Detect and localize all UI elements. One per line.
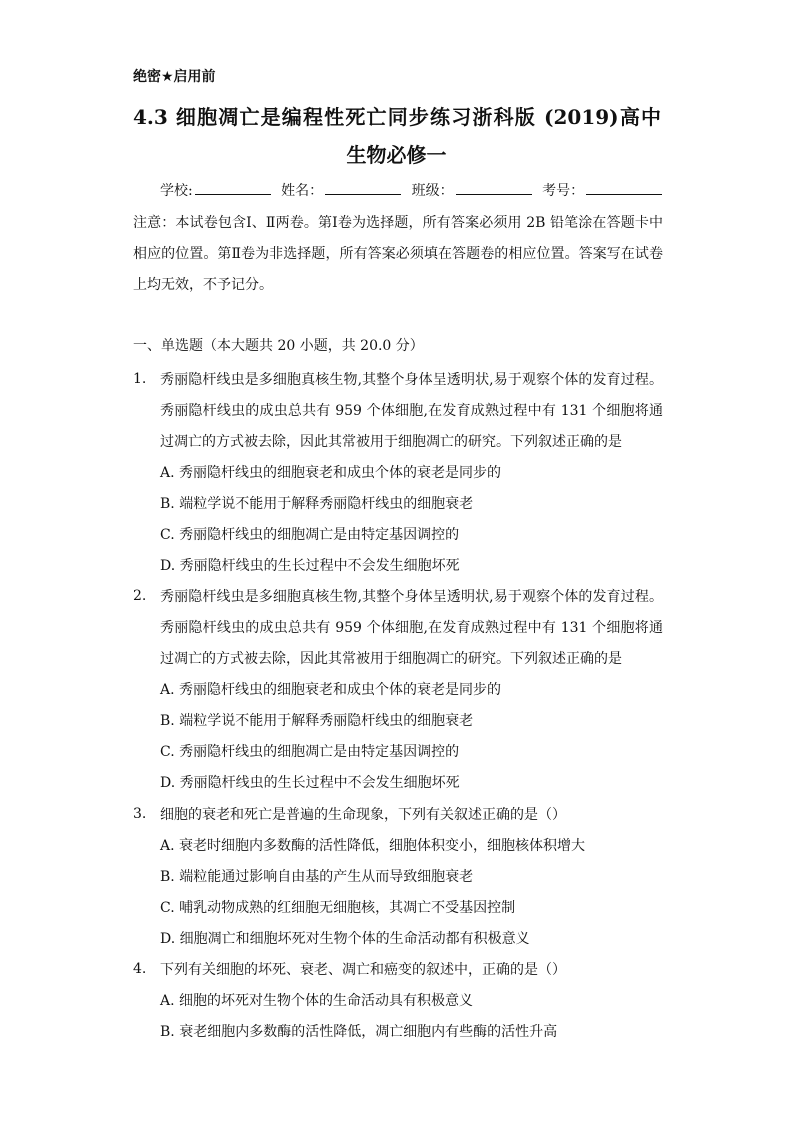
exam-notice: 注意：本试卷包含Ⅰ、Ⅱ两卷。第Ⅰ卷为选择题，所有答案必须用 2B 铅笔涂在答题卡中相应的位置。第Ⅱ卷为非选择题，所有答案必须填在答题卷的相应位置。答案写在试卷上均无效，不予记分。 [133, 215, 663, 293]
question-number: 4. [133, 961, 147, 977]
option-a[interactable]: A. 秀丽隐杆线虫的细胞衰老和成虫个体的衰老是同步的 [160, 682, 502, 698]
question-1 [133, 365, 663, 582]
option-b[interactable]: B. 端粒学说不能用于解释秀丽隐杆线虫的细胞衰老 [160, 496, 474, 512]
class-label: 班级： [411, 183, 454, 199]
question-number: 1. [133, 371, 147, 387]
page-title-line2: 生物必修一 [346, 143, 447, 167]
question-3 [133, 800, 663, 955]
question-stem: 秀丽隐杆线虫是多细胞真核生物,其整个身体呈透明状,易于观察个体的发育过程。秀丽隐杆线虫的成虫总共有 959 个体细胞,在发育成熟过程中有 131 个细胞将通过凋亡的方式被去除，因此其常被用于细胞凋亡的研究。下列叙述正确的是 [160, 589, 663, 667]
name-label: 姓名： [281, 183, 324, 199]
option-c[interactable]: C. 秀丽隐杆线虫的细胞凋亡是由特定基因调控的 [160, 527, 460, 543]
exam-no-label: 考号： [542, 183, 585, 199]
option-d[interactable]: D. 秀丽隐杆线虫的生长过程中不会发生细胞坏死 [160, 775, 460, 791]
exam-no-blank[interactable] [586, 182, 662, 195]
confidential-label: 绝密★启用前 [133, 69, 216, 85]
option-a[interactable]: A. 秀丽隐杆线虫的细胞衰老和成虫个体的衰老是同步的 [160, 465, 502, 481]
name-blank[interactable] [325, 182, 401, 195]
school-label: 学校: [160, 183, 193, 199]
page-title: 4.3 细胞凋亡是编程性死亡同步练习浙科版 (2019)高中 [133, 105, 661, 129]
question-number: 2. [133, 588, 147, 604]
option-d[interactable]: D. 秀丽隐杆线虫的生长过程中不会发生细胞坏死 [160, 558, 460, 574]
option-a[interactable]: A. 衰老时细胞内多数酶的活性降低，细胞体积变小，细胞核体积增大 [160, 838, 586, 854]
option-a[interactable]: A. 细胞的坏死对生物个体的生命活动具有积极意义 [160, 993, 474, 1009]
question-stem: 秀丽隐杆线虫是多细胞真核生物,其整个身体呈透明状,易于观察个体的发育过程。秀丽隐杆线虫的成虫总共有 959 个体细胞,在发育成熟过程中有 131 个细胞将通过凋亡的方式被去除，因此其常被用于细胞凋亡的研究。下列叙述正确的是 [160, 372, 663, 450]
option-c[interactable]: C. 哺乳动物成熟的红细胞无细胞核，其凋亡不受基因控制 [160, 900, 516, 916]
question-number: 3. [133, 806, 147, 822]
option-b[interactable]: B. 端粒能通过影响自由基的产生从而导致细胞衰老 [160, 869, 474, 885]
class-blank[interactable] [456, 182, 532, 195]
option-d[interactable]: D. 细胞凋亡和细胞坏死对生物个体的生命活动都有积极意义 [160, 931, 530, 947]
option-c[interactable]: C. 秀丽隐杆线虫的细胞凋亡是由特定基因调控的 [160, 744, 460, 760]
student-info-row [160, 180, 668, 200]
option-b[interactable]: B. 衰老细胞内多数酶的活性降低，凋亡细胞内有些酶的活性升高 [160, 1024, 558, 1040]
question-4 [133, 955, 663, 1048]
section-heading: 一、单选题（本大题共 20 小题，共 20.0 分） [133, 338, 424, 354]
question-stem: 细胞的衰老和死亡是普遍的生命现象，下列有关叙述正确的是（） [160, 807, 566, 823]
question-stem: 下列有关细胞的坏死、衰老、凋亡和癌变的叙述中，正确的是（） [160, 962, 566, 978]
school-blank[interactable] [195, 182, 271, 195]
question-2 [133, 582, 663, 799]
option-b[interactable]: B. 端粒学说不能用于解释秀丽隐杆线虫的细胞衰老 [160, 713, 474, 729]
